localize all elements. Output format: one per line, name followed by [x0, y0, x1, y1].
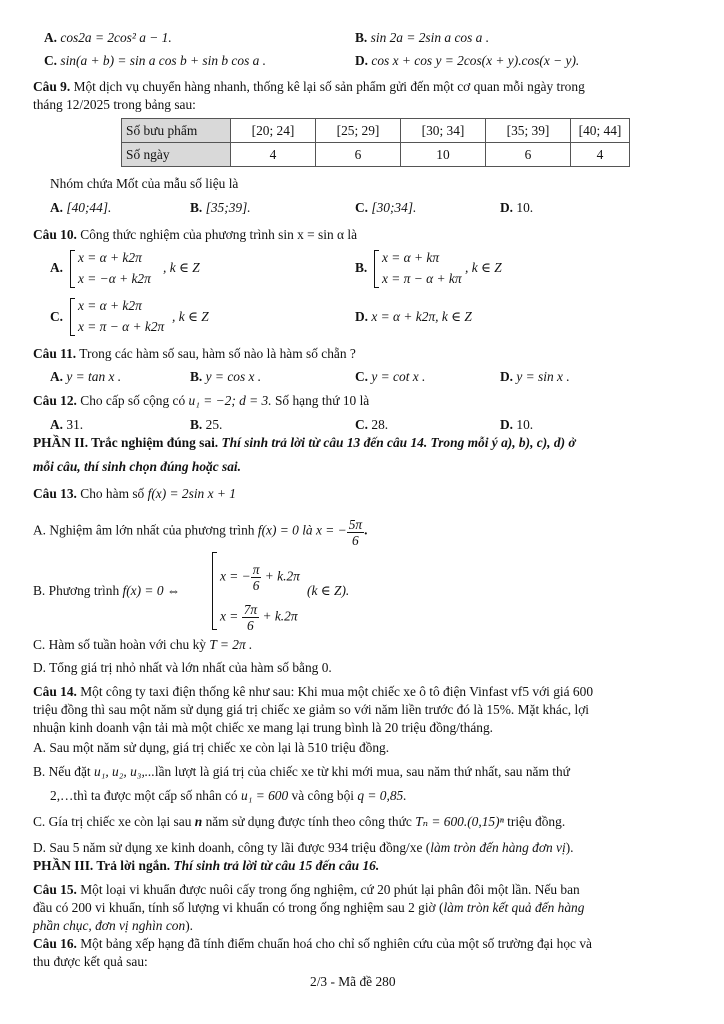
q9-option-d-text: 10. [516, 200, 534, 215]
q13-c-math: T = 2π . [209, 637, 253, 652]
q13-b-line2 [220, 602, 298, 633]
q13-text: Cho hàm số [80, 486, 145, 501]
q15-text-3: ). [185, 918, 193, 933]
q12-option-a: A. 31. [50, 417, 84, 432]
part3-instruction: Thí sinh trả lời từ câu 15 đến câu 16. [173, 858, 380, 873]
q14-c-text-a: C. Gía trị chiếc xe còn lại sau [33, 814, 192, 829]
q11-stem [33, 345, 356, 363]
q14-c-text-b: năm sử dụng được tính theo công thức [205, 814, 412, 829]
q8-option-d-text: cos x + cos y = 2cos(x + y).cos(x − y). [371, 53, 580, 68]
table-cell: 10 [401, 143, 486, 167]
q15-line-2 [33, 899, 584, 917]
table-cell: 4 [571, 143, 630, 167]
q15-text-1: Một loại vi khuẩn được nuôi cấy trong ống nghiệm, cứ 20 phút lại phân đôi một lần. Nếu ban [80, 882, 580, 897]
q10-b-line2: x = π − α + kπ [382, 271, 462, 286]
part3-title: PHẦN III. Trả lời ngắn. [33, 858, 171, 873]
q11-option-c: C. y = cot x . [355, 369, 426, 384]
q11-text: Trong các hàm số sau, hàm số nào là hàm số chẵn ? [79, 346, 356, 361]
q13-a-math: f(x) = 0 là x = − [257, 522, 347, 538]
q10-c-line1: x = α + k2π [78, 298, 142, 313]
q13-b-line2-rhs: + k.2π [262, 608, 298, 624]
table-cell: 4 [231, 143, 316, 167]
q9-option-b-text: [35;39]. [205, 200, 251, 215]
q14-label: Câu 14. [33, 684, 77, 699]
q10-option-c-letter: C. [50, 309, 64, 324]
q15-italic-2: làm tròn kết quả đến hàng [443, 900, 585, 915]
q13-c-text: C. Hàm số tuần hoàn với chu kỳ [33, 637, 206, 652]
q8-option-b: B. sin 2a = 2sin a cos a . [355, 30, 490, 45]
fraction-denominator: 6 [247, 618, 254, 633]
q14-b2-text-b: và công bội [291, 788, 355, 803]
table-cell: [20; 24] [231, 119, 316, 143]
q14-a: A. Sau một năm sử dụng, giá trị chiếc xe còn lại là 510 triệu đồng. [33, 740, 390, 755]
q14-d-text-a: D. Sau 5 năm sử dụng xe kinh doanh, công ty lãi được 934 triệu đồng/xe ( [33, 840, 431, 855]
fraction-numerator: π [252, 562, 260, 577]
q13-b-bracket [212, 552, 213, 630]
q8-option-a-text: cos2a = 2cos² a − 1. [60, 30, 172, 45]
q14-b2-math-2: q = 0,85. [357, 788, 407, 803]
q12-math: u₁ = −2; d = 3. [188, 393, 272, 408]
q10-text: Công thức nghiệm của phương trình sin x = sin α là [80, 227, 358, 242]
q13-b-condition: (k ∈ Z). [307, 583, 350, 598]
q12-option-c: C. 28. [355, 417, 389, 432]
q15-italic-3: phần chục, đơn vị nghìn con [33, 918, 186, 933]
q13-b-math: f(x) = 0 ⇔ [122, 583, 181, 598]
q14-c-text-c: triệu đồng. [507, 814, 566, 829]
part3-header [33, 857, 379, 875]
part2-header [33, 434, 576, 452]
q12-option-b-text: 25. [205, 417, 223, 432]
q8-option-c-text: sin(a + b) = sin a cos b + sin b cos a . [60, 53, 267, 68]
q8-option-a: A. cos2a = 2cos² a − 1. [44, 30, 172, 45]
q11-option-a: A. y = tan x . [50, 369, 122, 384]
q10-option-b-letter: B. [355, 260, 368, 275]
q9-line-2: tháng 12/2025 trong bảng sau: [33, 97, 196, 112]
q15-label: Câu 15. [33, 882, 77, 897]
q12-text-a: Cho cấp số cộng có [80, 393, 186, 408]
q14-d-text-b: ). [565, 840, 574, 855]
q10-option-d-text: x = α + k2π, k ∈ Z [371, 309, 472, 324]
q13-function: f(x) = 2sin x + 1 [147, 486, 236, 501]
table-cell: [40; 44] [571, 119, 630, 143]
q9-option-a: A. [40;44]. [50, 200, 112, 215]
part2-instruction-1: Thí sinh trả lời từ câu 13 đến câu 14. Trong mỗi ý a), b), c), d) ở [221, 435, 576, 450]
q14-c-n: n [194, 814, 203, 829]
table-cell: 6 [486, 143, 571, 167]
fraction-numerator: 7π [243, 602, 258, 617]
q12-option-c-text: 28. [371, 417, 389, 432]
q15-text-2: đầu có 200 vi khuẩn, tính số lượng vi khuẩn có trong ống nghiệm sau 2 giờ ( [33, 900, 444, 915]
q14-b-text-b: lần lượt là giá trị của chiếc xe từ khi mới mua, sau năm thứ nhất, sau năm thứ [154, 764, 570, 779]
q15-line-1 [33, 881, 580, 899]
q10-a-cond: , k ∈ Z [163, 260, 200, 275]
q14-line-3: nhuận kinh doanh vận tải mà một chiếc xe mang lại trung bình là 20 triệu đồng/tháng. [33, 720, 494, 735]
q9-option-c-text: [30;34]. [371, 200, 417, 215]
q14-c [33, 813, 565, 831]
q14-b-line-1 [33, 763, 570, 781]
q11-label: Câu 11. [33, 346, 77, 361]
table-cell: [35; 39] [486, 119, 571, 143]
q13-b-line2-lhs: x = [220, 608, 239, 624]
q13-b [33, 582, 180, 600]
q10-a-line2: x = −α + k2π [78, 271, 151, 286]
q10-c-line2: x = π − α + k2π [78, 319, 165, 334]
part2-instruction-2: mỗi câu, thí sinh chọn đúng hoặc sai. [33, 459, 241, 474]
q14-b2-math-1: u₁ = 600 [241, 788, 289, 803]
q13-b-line1-fraction [251, 562, 262, 593]
q14-b-line-2 [50, 787, 407, 805]
q8-option-b-text: sin 2a = 2sin a cos a . [370, 30, 490, 45]
table-row [122, 119, 630, 143]
q10-a-line1: x = α + k2π [78, 250, 142, 265]
q12-label: Câu 12. [33, 393, 77, 408]
q13-stem [33, 485, 236, 503]
q13-a: A. Nghiệm âm lớn nhất của phương trình f(x) = 0 là x = − $\frac{5\pi}{6}$ . [33, 517, 368, 548]
page-footer: 2/3 - Mã đề 280 [310, 974, 396, 989]
q14-line-2: triệu đồng thì sau một năm sử dụng giá trị chiếc xe giảm so với năm liền trước đó là 15%. Mặt khác, lợi [33, 702, 590, 717]
q12-option-d-text: 10. [516, 417, 534, 432]
fraction-denominator: 6 [252, 578, 260, 593]
q13-b-line1-rhs: + k.2π [264, 568, 300, 584]
q9-text-1: Một dịch vụ chuyển hàng nhanh, thống kê lại số sản phẩm gửi đến một cơ quan mỗi ngày trong [73, 79, 585, 94]
q13-c [33, 636, 252, 654]
q13-b-line1-lhs: x = − [220, 568, 251, 584]
q11-option-d-text: y = sin x . [516, 369, 570, 384]
table-row [122, 143, 630, 167]
q9-frequency-table [121, 118, 630, 167]
table-cell: 6 [316, 143, 401, 167]
q11-option-d: D. y = sin x . [500, 369, 570, 384]
table-cell: [25; 29] [316, 119, 401, 143]
fraction-numerator: 5π [348, 517, 363, 532]
q10-option-a-letter: A. [50, 260, 64, 275]
q11-option-a-text: y = tan x . [66, 369, 122, 384]
q14-b2-text-a: 2,…thì ta được một cấp số nhân có [50, 788, 238, 803]
q10-c-cond: , k ∈ Z [172, 309, 209, 324]
q8-option-c: C. sin(a + b) = sin a cos b + sin b cos a . [44, 53, 267, 68]
q10-option-d: D. x = α + k2π, k ∈ Z [355, 309, 472, 324]
q10-option-b-bracket [374, 250, 375, 288]
q9-question: Nhóm chứa Mốt của mẫu số liệu là [50, 176, 239, 191]
q14-text-1: Một công ty taxi điện thống kê như sau: Khi mua một chiếc xe ô tô điện Vinfast vf5 với giá 600 [80, 684, 594, 699]
q12-stem [33, 392, 369, 410]
table-cell: [30; 34] [401, 119, 486, 143]
q10-option-c-bracket [70, 298, 71, 336]
q9-option-b: B. [35;39]. [190, 200, 251, 215]
q16-text-1: Một bảng xếp hạng đã tính điểm chuẩn hoá cho chỉ số nghiên cứu của một số trường đại học và [80, 936, 592, 951]
q14-c-math: Tₙ = 600.(0,15)ⁿ [415, 814, 504, 829]
part2-title: PHẦN II. Trắc nghiệm đúng sai. [33, 435, 219, 450]
q9-line-1 [33, 78, 585, 96]
q14-line-1 [33, 683, 593, 701]
q12-option-b: B. 25. [190, 417, 223, 432]
q9-label: Câu 9. [33, 79, 71, 94]
q10-label: Câu 10. [33, 227, 77, 242]
q13-a-text: A. Nghiệm âm lớn nhất của phương trình [33, 522, 255, 538]
q14-d [33, 839, 574, 857]
q11-option-c-text: y = cot x . [371, 369, 426, 384]
q10-stem [33, 226, 357, 244]
q13-b-text: B. Phương trình [33, 583, 120, 598]
q10-option-a-bracket [70, 250, 71, 288]
q9-option-d: D. 10. [500, 200, 534, 215]
q12-option-a-text: 31. [66, 417, 84, 432]
q10-b-cond: , k ∈ Z [465, 260, 502, 275]
q9-option-c: C. [30;34]. [355, 200, 417, 215]
table-header-parcels: Số bưu phẩm [122, 119, 231, 143]
q13-b-line2-fraction [242, 602, 259, 633]
q16-label: Câu 16. [33, 936, 77, 951]
q13-b-line1 [220, 562, 300, 593]
fraction-denominator: 6 [352, 533, 359, 548]
table-header-days: Số ngày [122, 143, 231, 167]
q11-option-b: B. y = cos x . [190, 369, 262, 384]
q15-line-3 [33, 917, 193, 935]
q14-d-italic: làm tròn đến hàng đơn vị [430, 840, 566, 855]
q8-option-d: D. cos x + cos y = 2cos(x + y).cos(x − y). [355, 53, 580, 68]
q13-label: Câu 13. [33, 486, 77, 501]
q9-option-a-text: [40;44]. [66, 200, 112, 215]
q10-b-line1: x = α + kπ [382, 250, 440, 265]
q13-d: D. Tổng giá trị nhỏ nhất và lớn nhất của hàm số bằng 0. [33, 660, 332, 675]
q14-b-math: u₁, u₂, u₃,... [94, 764, 155, 779]
q16-line-2: thu được kết quả sau: [33, 954, 148, 969]
q11-option-b-text: y = cos x . [205, 369, 262, 384]
q16-line-1 [33, 935, 592, 953]
q14-b-text-a: B. Nếu đặt [33, 764, 91, 779]
q12-text-b: Số hạng thứ 10 là [274, 393, 370, 408]
q12-option-d: D. 10. [500, 417, 534, 432]
q13-a-fraction [347, 517, 364, 548]
